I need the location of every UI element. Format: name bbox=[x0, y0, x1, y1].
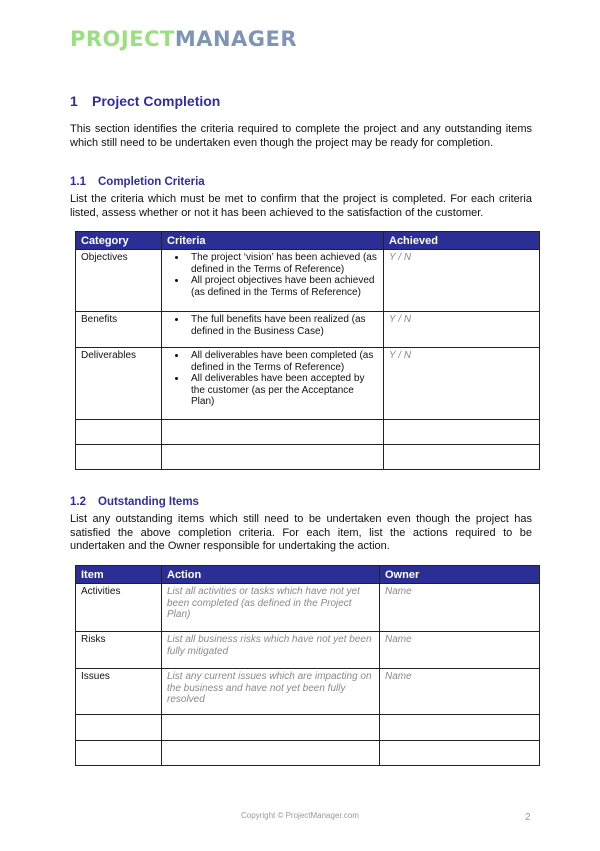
criteria-heading: 1.1 Completion Criteria bbox=[70, 176, 205, 188]
empty-row bbox=[76, 715, 540, 741]
empty-row bbox=[76, 420, 540, 445]
page-number: 2 bbox=[525, 812, 531, 823]
completion-criteria-table bbox=[75, 231, 540, 470]
outstanding-text: List any outstanding items which still need to be undertaken even though the project has satisfied the above completion criteria. For each item, list the actions required to be undertaken and the Owner responsible for undertaking the action. bbox=[70, 513, 532, 552]
footer-copyright: Copyright © ProjectManager.com bbox=[241, 811, 359, 820]
empty-row bbox=[76, 741, 540, 766]
table-row: Objectives • The project ‘vision’ has been achieved (as defined in the Terms of Reference) • All project objectives have been achieved (as defined in the Terms of Reference) Y / N bbox=[76, 250, 540, 312]
logo: PROJECTMANAGER bbox=[70, 27, 298, 51]
section-intro: This section identifies the criteria required to complete the project and any outstanding items which still need to be undertaken even though the project may be ready for completion. bbox=[70, 123, 532, 149]
table-row: Risks List all business risks which have not yet been fully mitigated Name bbox=[76, 632, 540, 669]
table-header: Item Action Owner bbox=[76, 566, 540, 584]
outstanding-heading: 1.2 Outstanding Items bbox=[70, 496, 199, 508]
section-heading: 1 Project Completion bbox=[70, 93, 221, 109]
criteria-text: List the criteria which must be met to confirm that the project is completed. For each criteria listed, assess whether or not it has been achieved to the satisfaction of the customer. bbox=[70, 193, 532, 219]
empty-row bbox=[76, 445, 540, 470]
outstanding-items-table bbox=[75, 565, 540, 766]
table-header: Category Criteria Achieved bbox=[76, 232, 540, 250]
table-row: Activities List all activities or tasks which have not yet been completed (as defined in the Project Plan) Name bbox=[76, 584, 540, 632]
table-row: Issues List any current issues which are impacting on the business and have not yet been fully resolved Name bbox=[76, 669, 540, 715]
table-row: Benefits • The full benefits have been realized (as defined in the Business Case) Y / N bbox=[76, 312, 540, 348]
table-row: Deliverables • All deliverables have been completed (as defined in the Terms of Reference) • All deliverables have been accepted by the customer (as per the Acceptance Plan) Y / N bbox=[76, 348, 540, 420]
